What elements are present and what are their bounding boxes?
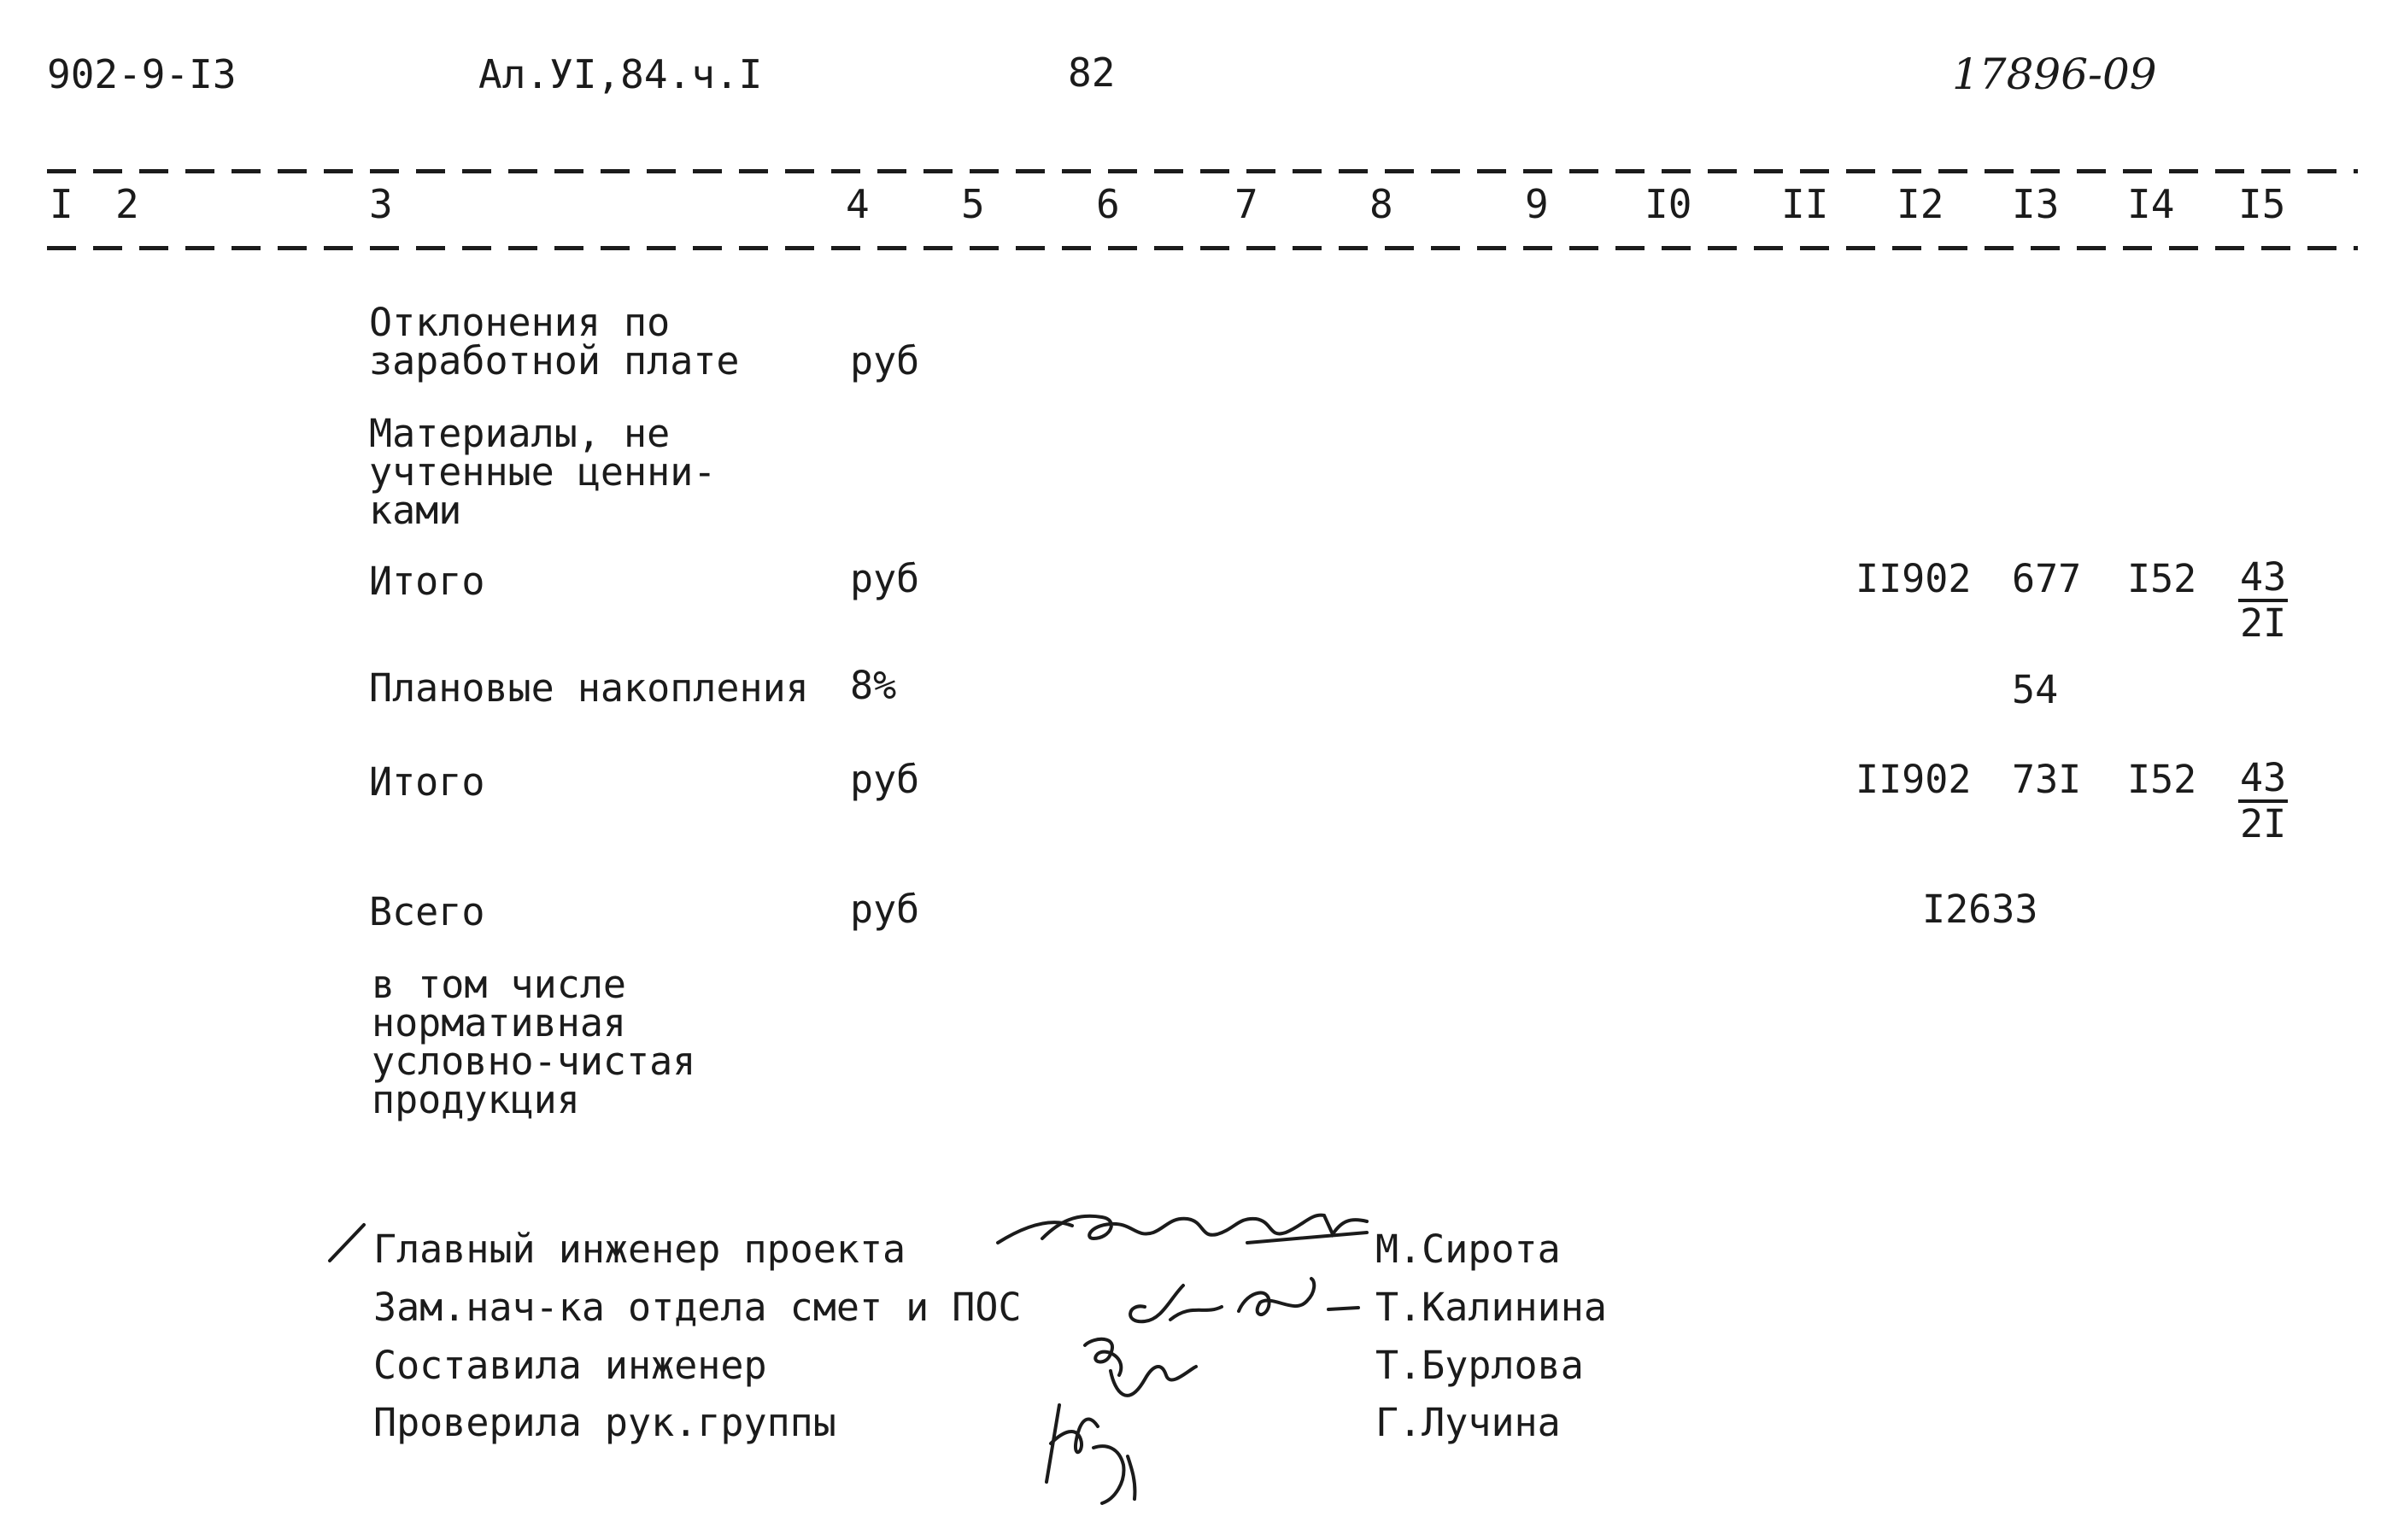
signatory-role: Составила инженер <box>373 1343 767 1388</box>
column-header-10: I0 <box>1645 181 1692 227</box>
row-label: Итого <box>369 559 485 604</box>
fraction-denominator: 2I <box>2240 600 2287 646</box>
row-label-line: заработной плате <box>369 338 740 384</box>
cell-grand-total: I2633 <box>1922 887 2038 932</box>
row-label-line: продукция <box>372 1077 580 1122</box>
cell-col13: 54 <box>2012 667 2059 712</box>
column-header-15: I5 <box>2238 181 2286 227</box>
cell-col12: II902 <box>1856 556 1972 601</box>
album-reference: Ал.УI,84.ч.I <box>478 51 763 97</box>
signatory-role: Главный инженер проекта <box>373 1227 906 1272</box>
signatory-role: Проверила рук.группы <box>373 1400 836 1445</box>
signature-kalinina <box>1111 1268 1367 1337</box>
column-header-13: I3 <box>2012 181 2060 227</box>
cell-col14: I52 <box>2127 757 2197 802</box>
project-code: 902-9-I3 <box>47 51 237 97</box>
signatory-name: Т.Калинина <box>1375 1285 1607 1330</box>
document-number: 17896-09 <box>1952 50 2157 99</box>
row-label-line: Отклонения по <box>369 300 671 345</box>
column-header-5: 5 <box>961 181 985 227</box>
cell-col13: 73I <box>2012 757 2082 802</box>
fraction-numerator: 43 <box>2238 758 2288 803</box>
row-label-line: учтенные ценни- <box>369 449 717 495</box>
fraction-denominator: 2I <box>2240 801 2287 846</box>
row-label-line: в том числе <box>372 962 627 1007</box>
row-label-line: условно-чистая <box>372 1039 696 1084</box>
signatory-role: Зам.нач-ка отдела смет и ПОС <box>373 1285 1022 1330</box>
column-header-12: I2 <box>1897 181 1944 227</box>
signature-sirota <box>991 1192 1375 1268</box>
signatory-name: М.Сирота <box>1375 1227 1561 1272</box>
column-header-1: I <box>50 181 73 227</box>
row-unit: руб <box>850 338 920 384</box>
column-header-4: 4 <box>846 181 870 227</box>
column-header-3: 3 <box>369 181 393 227</box>
row-label-line: нормативная <box>372 1000 627 1045</box>
fraction-numerator: 43 <box>2238 558 2288 602</box>
cell-col13: 677 <box>2012 556 2082 601</box>
page-number: 82 <box>1068 50 1116 96</box>
cell-col15-fraction <box>2238 554 2288 646</box>
row-label-line: ками <box>369 488 462 533</box>
column-header-7: 7 <box>1234 181 1258 227</box>
header-bottom-dashed-rule <box>47 246 2358 250</box>
column-header-8: 8 <box>1369 181 1393 227</box>
cell-col15-fraction <box>2238 755 2288 846</box>
cell-col12: II902 <box>1856 757 1972 802</box>
row-label: Итого <box>369 759 485 805</box>
row-label-line: Материалы, не <box>369 411 671 456</box>
row-label: Всего <box>369 889 485 934</box>
signatory-name: Г.Лучина <box>1375 1400 1561 1445</box>
row-unit: 8% <box>850 663 897 708</box>
column-header-14: I4 <box>2127 181 2175 227</box>
row-label: Плановые накопления <box>369 665 809 711</box>
row-unit: руб <box>850 757 920 802</box>
row-unit: руб <box>850 556 920 601</box>
column-header-6: 6 <box>1096 181 1120 227</box>
signature-luchina <box>1025 1388 1170 1508</box>
row-unit: руб <box>850 887 920 932</box>
column-header-9: 9 <box>1525 181 1549 227</box>
cell-col14: I52 <box>2127 556 2197 601</box>
column-header-11: II <box>1781 181 1829 227</box>
header-top-dashed-rule <box>47 169 2358 173</box>
signatory-name: Т.Бурлова <box>1375 1343 1584 1388</box>
tick-mark-icon <box>326 1220 369 1267</box>
column-header-2: 2 <box>115 181 139 227</box>
